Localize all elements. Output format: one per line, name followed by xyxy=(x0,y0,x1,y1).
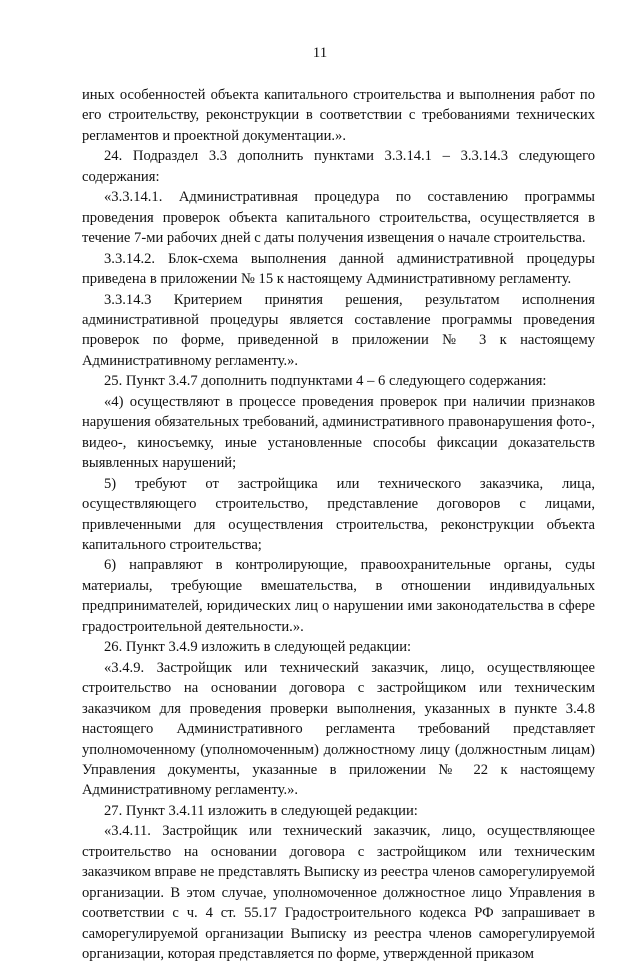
paragraph-item-25: 25. Пункт 3.4.7 дополнить подпунктами 4 – 6 следующего содержания: xyxy=(104,373,547,390)
paragraph-3-4-11: «3.4.11. Застройщик или технический заказчик, лицо, осуществляющее строительство на основании договора с застройщиком или техническим заказчиком вправе не представлять Выписку из реестра членов саморегулируемой организации. В этом случае, уполномоченное должностное лицо Управления в соответствии с ч. 4 ст. 55.17 Градостроительного кодекса РФ запрашивает в саморегулируемой организации Выписку из реестра членов саморегулируемой организации, которая представляется по форме, утвержденной приказом xyxy=(82,823,595,963)
paragraph-3-3-14-3: 3.3.14.3 Критерием принятия решения, результатом исполнения административной процедуры является составление программы проведения проверок по форме, приведенной в приложении № 3 к настоящему Административному регламенту.». xyxy=(82,291,595,369)
document-body xyxy=(82,85,595,964)
paragraph-item-24: 24. Подраздел 3.3 дополнить пунктами 3.3.14.1 – 3.3.14.3 следующего содержания: xyxy=(82,148,595,185)
paragraph-subitem-6: 6) направляют в контролирующие, правоохранительные органы, суды материалы, требующие вмешательства, в отношении индивидуальных предпринимателей, юридических лиц о нарушении ими законодательства в сфере градостроительной деятельности.». xyxy=(82,557,595,635)
paragraph-item-26: 26. Пункт 3.4.9 изложить в следующей редакции: xyxy=(104,639,412,656)
paragraph-item-27: 27. Пункт 3.4.11 изложить в следующей редакции: xyxy=(104,802,418,819)
paragraph-continuation: иных особенностей объекта капитального строительства и выполнения работ по его строительству, реконструкции в соответствии с требованиями технических регламентов и проектной документации.». xyxy=(82,87,595,144)
paragraph-subitem-5: 5) требуют от застройщика или технического заказчика, лица, осуществляющего строительство, представление договоров с лицами, привлеченными для осуществления строительства, реконструкции объекта капитального строительства; xyxy=(82,475,595,553)
page-number: 11 xyxy=(312,45,328,61)
paragraph-3-3-14-2: 3.3.14.2. Блок-схема выполнения данной административной процедуры приведена в приложении № 15 к настоящему Административному регламенту. xyxy=(82,250,595,288)
paragraph-3-4-9: «3.4.9. Застройщик или технический заказчик, лицо, осуществляющее строительство на основании договора с застройщиком или техническим заказчиком для проведения проверки выполнения, указанных в пункте 3.4.8 настоящего Административного регламента требований представляет уполномоченному (уполномоченным) должностному лицу (должностным лицам) Управления документы, указанные в приложении № 22 к настоящему Административному регламенту.». xyxy=(82,659,595,799)
paragraph-subitem-4: «4) осуществляют в процессе проведения проверок при наличии признаков нарушения обязательных требований, административного правонарушения фото-, видео-, киносъемку, иные установленные способы фиксации доказательств выявленных нарушений; xyxy=(82,393,595,472)
paragraph-3-3-14-1: «3.3.14.1. Административная процедура по составлению программы проведения проверок объекта капитального строительства, осуществляется в течение 7-ми рабочих дней с даты получения извещения о начале строительства. xyxy=(82,189,595,247)
